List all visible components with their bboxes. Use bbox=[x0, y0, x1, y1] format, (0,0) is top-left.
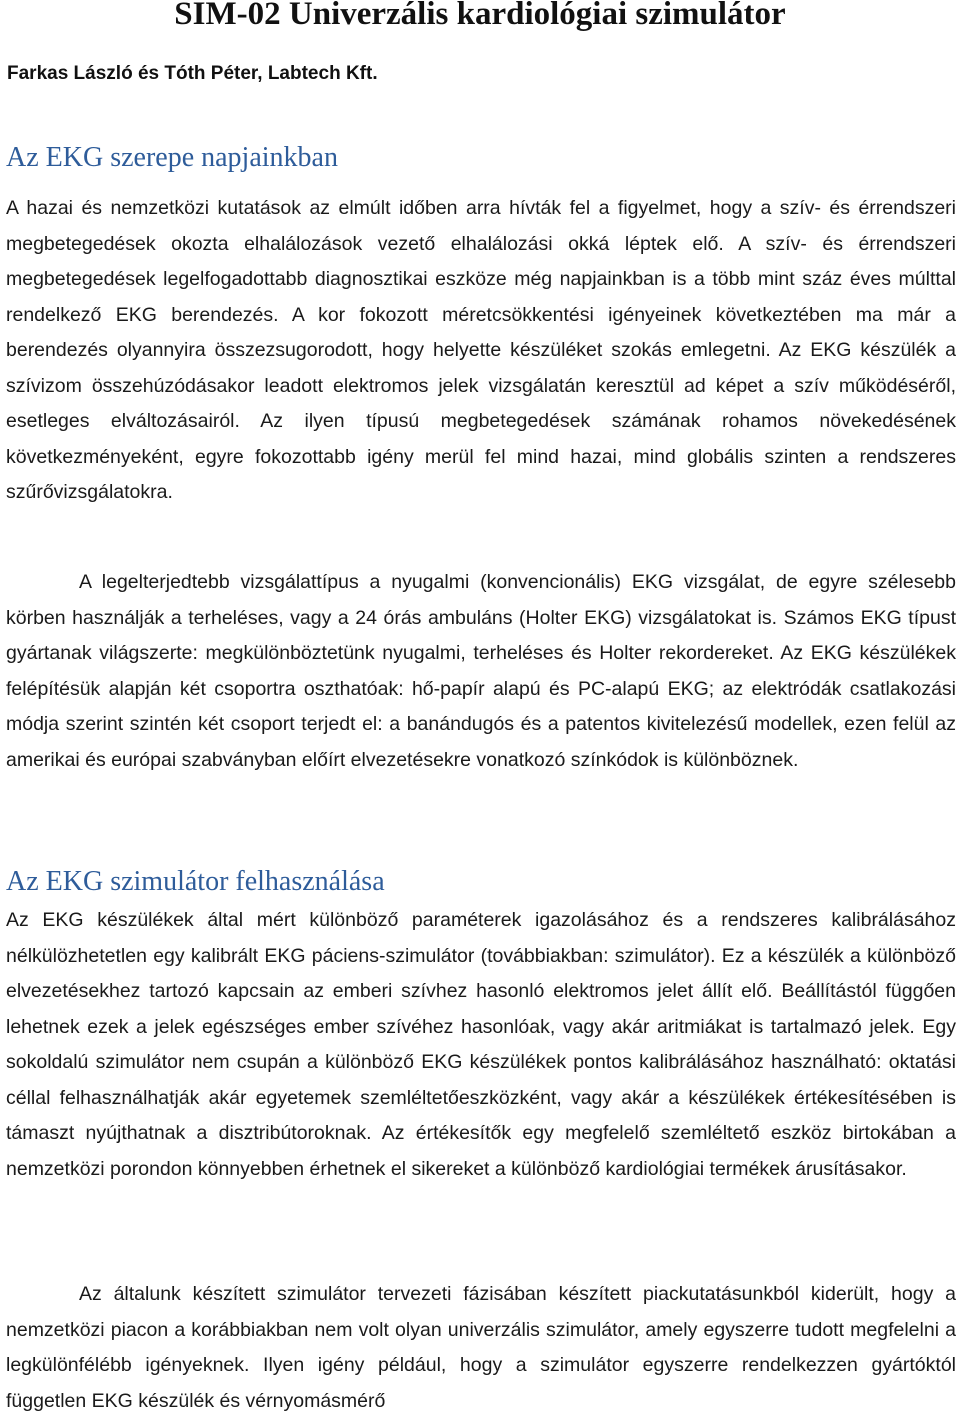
paragraph: Az EKG készülékek által mért különböző paraméterek igazolásához és a rendszeres kalibrálásához nélkülözhetetlen egy kalibrált EKG páciens-szimulátor (továbbiakban: szimulátor). Ez a készülék a különböző elvezetésekhez tartozó kapcsain az emberi szívhez hasonló elektromos jelet állít elő. Beállítástól függően lehetnek ezek a jelek egészséges ember szívéhez hasonlóak, vagy akár aritmiákat is tartalmazó jelek. Egy sokoldalú szimulátor nem csupán a különböző EKG készülékek pontos kalibrálásához használható: oktatási céllal felhasználhatják akár egyetemek szemléltetőeszközként, vagy akár a készülékek értékesítésében is támaszt nyújthatnak a disztribútoroknak. Az értékesítők egy megfelelő szemléltető eszköz birtokában a nemzetközi porondon könnyebben érhetnek el sikereket a különböző kardiológiai termékek árusításakor. bbox=[6, 909, 956, 1180]
paragraph: Az általunk készített szimulátor tervezeti fázisában készített piackutatásunkból kiderült, hogy a nemzetközi piacon a korábbiakban nem volt olyan univerzális szimulátor, amely egyszerre tudott megfelelni a legkülönfélébb igényeknek. Ilyen igény például, hogy a szimulátor egyszerre rendelkezzen gyártóktól független EKG készülék és vérnyomásmérő bbox=[6, 1283, 956, 1412]
document-authors: Farkas László és Tóth Péter, Labtech Kft. bbox=[7, 63, 378, 84]
section-heading-simulator-use: Az EKG szimulátor felhasználása bbox=[6, 866, 385, 897]
document-title: SIM-02 Univerzális kardiológiai szimulátor bbox=[174, 0, 786, 32]
paragraph: A hazai és nemzetközi kutatások az elmúlt időben arra hívták fel a figyelmet, hogy a szív- és érrendszeri megbetegedések okozta elhalálozások vezető elhalálozási okká léptek elő. A szív- és érrendszeri megbetegedések legelfogadottabb diagnosztikai eszköze még napjainkban is a több mint száz éves múlttal rendelkező EKG berendezés. A kor fokozott méretcsökkentési igényeinek következtében ma már a berendezés olyannyira összezsugorodott, hogy helyette készüléket szokás emlegetni. Az EKG készülék a szívizom összehúzódásakor leadott elektromos jelek vizsgálatán keresztül ad képet a szív működéséről, esetleges elváltozásairól. Az ilyen típusú megbetegedések számának rohamos növekedésének következményeként, egyre fokozottabb igény merül fel mind hazai, mind globális szinten a rendszeres szűrővizsgálatokra. bbox=[6, 197, 956, 503]
section-heading-ekg-role: Az EKG szerepe napjainkban bbox=[6, 142, 338, 173]
paragraph: A legelterjedtebb vizsgálattípus a nyugalmi (konvencionális) EKG vizsgálat, de egyre szélesebb körben használják a terheléses, vagy a 24 órás ambuláns (Holter EKG) vizsgálatokat is. Számos EKG típust gyártanak világszerte: megkülönböztetünk nyugalmi, terheléses és Holter rekordereket. Az EKG készülékek felépítésük alapján két csoportra oszthatóak: hő-papír alapú és PC-alapú EKG; az elektródák csatlakozási módja szerint szintén két csoport terjedt el: a banándugós és a patentos kivitelezésű modellek, ezen felül az amerikai és európai szabványban előírt elvezetésekre vonatkozó színkódok is különböznek. bbox=[6, 571, 956, 771]
